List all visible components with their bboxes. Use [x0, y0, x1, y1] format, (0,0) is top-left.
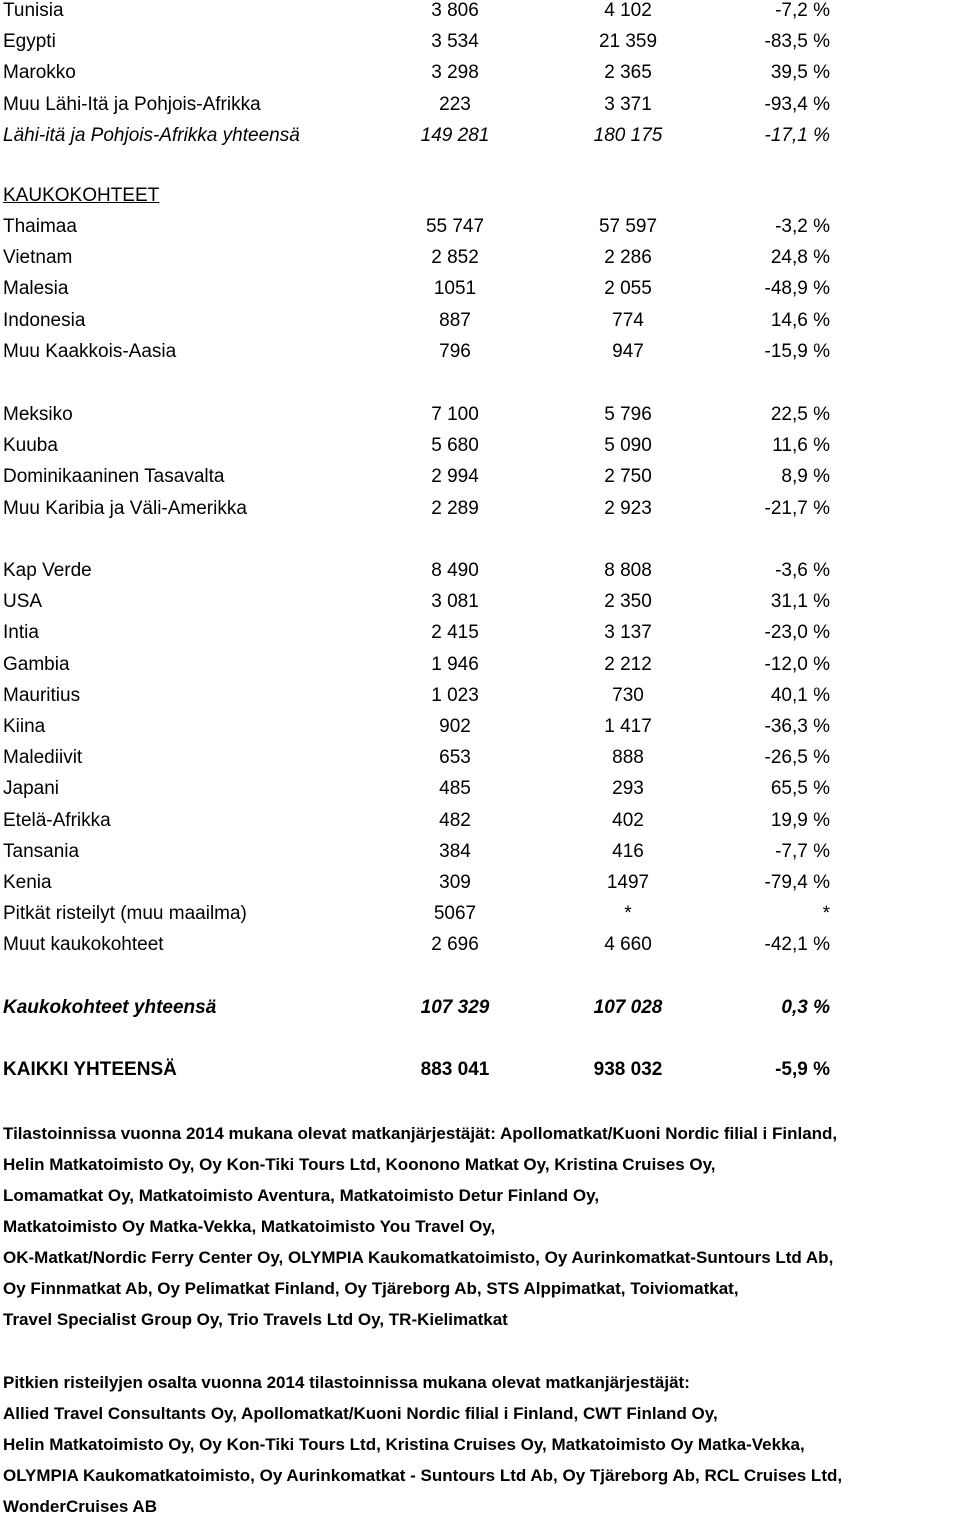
value-2013: 416	[612, 840, 644, 862]
change-percent: -83,5 %	[764, 31, 830, 53]
value-2013: 2 212	[604, 653, 652, 675]
country-name: Intia	[3, 622, 39, 644]
value-2014: 3 081	[431, 591, 479, 613]
value-2014: 107 329	[420, 997, 490, 1018]
value-2014: 5 680	[431, 435, 479, 457]
table-row	[0, 0, 960, 31]
country-name: Egypti	[3, 31, 56, 53]
country-name: Kuuba	[3, 435, 58, 457]
value-2014: 2 994	[431, 466, 479, 488]
country-name: Kenia	[3, 872, 52, 893]
country-name: KAIKKI YHTEENSÄ	[3, 1059, 177, 1080]
country-name: Pitkät risteilyt (muu maailma)	[3, 903, 247, 925]
change-percent: -7,7 %	[775, 840, 830, 862]
change-percent: -17,1 %	[764, 124, 830, 146]
table-row	[0, 404, 960, 435]
country-name: Lähi-itä ja Pohjois-Afrikka yhteensä	[3, 124, 300, 146]
country-name: Marokko	[3, 62, 76, 84]
value-2013: 3 137	[604, 622, 652, 644]
note-line: Travel Specialist Group Oy, Trio Travels Ltd Oy, TR-Kielimatkat	[3, 1310, 508, 1329]
change-percent: 24,8 %	[770, 247, 830, 269]
note-line: Pitkien risteilyjen osalta vuonna 2014 tilastoinnissa mukana olevat matkanjärjestäjät:	[3, 1373, 690, 1392]
change-percent: -79,4 %	[764, 872, 830, 893]
country-name: Japani	[3, 778, 59, 800]
change-percent: -26,5 %	[764, 747, 830, 769]
value-2013: 57 597	[598, 216, 658, 237]
value-2013: 2 923	[604, 497, 652, 519]
value-2014: 1051	[433, 278, 477, 300]
country-name: Dominikaaninen Tasavalta	[3, 466, 225, 488]
value-2013: 5 090	[604, 435, 652, 457]
value-2014: 482	[439, 809, 471, 831]
country-name: Muu Kaakkois-Aasia	[3, 340, 177, 362]
change-percent: -15,9 %	[764, 340, 830, 362]
table-row	[0, 934, 960, 965]
country-name: Mauritius	[3, 684, 81, 706]
value-2014: 887	[439, 309, 471, 331]
change-percent: *	[822, 903, 830, 925]
country-name: Malesia	[3, 278, 69, 300]
change-percent: -42,1 %	[764, 934, 830, 956]
note-line: Allied Travel Consultants Oy, Apollomatkat/Kuoni Nordic filial i Finland, CWT Finland Oy,	[3, 1404, 718, 1423]
table-row	[0, 778, 960, 809]
value-2013: 2 055	[604, 278, 652, 300]
table-row	[0, 997, 960, 1028]
country-name: Tansania	[3, 840, 80, 862]
country-name: Malediivit	[3, 747, 83, 769]
change-percent: 65,5 %	[770, 778, 830, 800]
country-name: USA	[3, 591, 43, 613]
change-percent: -3,2 %	[775, 216, 830, 237]
value-2014: 223	[439, 93, 471, 115]
value-2013: 774	[612, 309, 644, 331]
value-2013: 402	[612, 809, 644, 831]
value-2014: 7 100	[431, 404, 479, 425]
country-name: Kaukokohteet yhteensä	[3, 997, 217, 1018]
table-row	[0, 716, 960, 747]
change-percent: -36,3 %	[764, 716, 830, 737]
value-2013: 947	[612, 340, 644, 362]
table-row	[0, 810, 960, 841]
change-percent: -7,2 %	[775, 0, 830, 21]
value-2014: 883 041	[420, 1059, 490, 1080]
value-2013: *	[624, 903, 632, 925]
change-percent: -23,0 %	[764, 622, 830, 644]
table-row	[0, 841, 960, 872]
change-percent: -93,4 %	[764, 93, 830, 115]
note-line: Tilastoinnissa vuonna 2014 mukana olevat matkanjärjestäjät: Apollomatkat/Kuoni Nordic filial i Finland,	[3, 1124, 838, 1143]
table-row	[0, 94, 960, 125]
change-percent: 8,9 %	[781, 466, 830, 488]
change-percent: 11,6 %	[772, 435, 830, 457]
value-2014: 384	[439, 840, 471, 862]
table-row	[0, 903, 960, 934]
table-row	[0, 872, 960, 903]
value-2014: 2 289	[431, 497, 479, 519]
note-line: Oy Finnmatkat Ab, Oy Pelimatkat Finland, Oy Tjäreborg Ab, STS Alppimatkat, Toiviomatkat,	[3, 1279, 739, 1298]
value-2013: 180 175	[593, 124, 663, 146]
country-name: Vietnam	[3, 247, 73, 269]
value-2013: 4 102	[604, 0, 652, 21]
table-row	[0, 622, 960, 653]
table-row	[0, 685, 960, 716]
change-percent: 14,6 %	[770, 309, 830, 331]
value-2014: 1 946	[431, 653, 479, 675]
note-line: WonderCruises AB	[3, 1497, 157, 1516]
value-2013: 2 350	[604, 591, 652, 613]
value-2014: 8 490	[431, 560, 479, 581]
value-2014: 149 281	[420, 124, 490, 146]
note-line: Matkatoimisto Oy Matka-Vekka, Matkatoimisto You Travel Oy,	[3, 1217, 496, 1236]
value-2013: 1497	[606, 872, 650, 893]
note-line: Helin Matkatoimisto Oy, Oy Kon-Tiki Tours Ltd, Koonono Matkat Oy, Kristina Cruises Oy,	[3, 1155, 716, 1174]
value-2013: 2 286	[604, 247, 652, 269]
country-name: Tunisia	[3, 0, 64, 21]
value-2014: 485	[439, 778, 471, 800]
table-row	[0, 247, 960, 278]
value-2013: 1 417	[604, 716, 652, 737]
table-row	[0, 747, 960, 778]
country-name: Kiina	[3, 716, 46, 737]
country-name: Gambia	[3, 653, 70, 675]
table-row	[0, 435, 960, 466]
value-2013: 2 750	[604, 466, 652, 488]
note-line: OLYMPIA Kaukomatkatoimisto, Oy Aurinkomatkat - Suntours Ltd Ab, Oy Tjäreborg Ab, RCL Cruises Ltd,	[3, 1466, 843, 1485]
change-percent: -21,7 %	[764, 497, 830, 519]
country-name: Etelä-Afrikka	[3, 809, 111, 831]
country-name: Muu Karibia ja Väli-Amerikka	[3, 497, 247, 519]
table-row	[0, 31, 960, 62]
country-name: Kap Verde	[3, 560, 92, 581]
country-name: Muu Lähi-Itä ja Pohjois-Afrikka	[3, 93, 261, 115]
country-name: Thaimaa	[3, 216, 77, 237]
value-2013: 21 359	[598, 31, 658, 53]
value-2014: 5067	[433, 903, 477, 925]
value-2013: 730	[612, 684, 644, 706]
change-percent: 31,1 %	[770, 591, 830, 613]
table-row	[0, 216, 960, 247]
value-2014: 3 298	[431, 62, 479, 84]
section-heading: KAUKOKOHTEET	[3, 185, 160, 206]
value-2013: 5 796	[604, 404, 652, 425]
value-2013: 107 028	[593, 997, 663, 1018]
table-row	[0, 310, 960, 341]
table-row	[0, 1059, 960, 1090]
value-2014: 2 696	[431, 934, 479, 956]
value-2014: 1 023	[431, 684, 479, 706]
value-2014: 55 747	[425, 216, 485, 237]
note-line: Helin Matkatoimisto Oy, Oy Kon-Tiki Tours Ltd, Kristina Cruises Oy, Matkatoimisto Oy Matka-Vekka,	[3, 1435, 805, 1454]
country-name: Meksiko	[3, 404, 73, 425]
value-2014: 2 852	[431, 247, 479, 269]
table-row	[0, 278, 960, 309]
value-2014: 3 534	[431, 31, 479, 53]
change-percent: 22,5 %	[770, 404, 830, 425]
table-row	[0, 341, 960, 372]
table-row	[0, 125, 960, 156]
value-2013: 3 371	[604, 93, 652, 115]
table-row	[0, 498, 960, 529]
value-2013: 2 365	[604, 62, 652, 84]
change-percent: -3,6 %	[775, 560, 830, 581]
change-percent: 0,3 %	[781, 997, 830, 1018]
table-row	[0, 654, 960, 685]
change-percent: 19,9 %	[770, 809, 830, 831]
note-line: Lomamatkat Oy, Matkatoimisto Aventura, Matkatoimisto Detur Finland Oy,	[3, 1186, 600, 1205]
change-percent: 40,1 %	[770, 684, 830, 706]
change-percent: -5,9 %	[775, 1059, 830, 1080]
value-2014: 3 806	[431, 0, 479, 21]
value-2013: 293	[612, 778, 644, 800]
value-2014: 309	[439, 872, 471, 893]
country-name: Muut kaukokohteet	[3, 934, 164, 956]
value-2014: 653	[439, 747, 471, 769]
value-2013: 4 660	[604, 934, 652, 956]
change-percent: -12,0 %	[764, 653, 830, 675]
change-percent: -48,9 %	[764, 278, 830, 300]
value-2014: 796	[439, 340, 471, 362]
value-2014: 2 415	[431, 622, 479, 644]
country-name: Indonesia	[3, 309, 86, 331]
value-2014: 902	[439, 716, 471, 737]
table-row	[0, 591, 960, 622]
change-percent: 39,5 %	[770, 62, 830, 84]
value-2013: 938 032	[593, 1059, 663, 1080]
table-row	[0, 466, 960, 497]
value-2013: 888	[612, 747, 644, 769]
table-row	[0, 62, 960, 93]
note-line: OK-Matkat/Nordic Ferry Center Oy, OLYMPIA Kaukomatkatoimisto, Oy Aurinkomatkat-Suntours Ltd Ab,	[3, 1248, 834, 1267]
table-row	[0, 560, 960, 591]
value-2013: 8 808	[604, 560, 652, 581]
